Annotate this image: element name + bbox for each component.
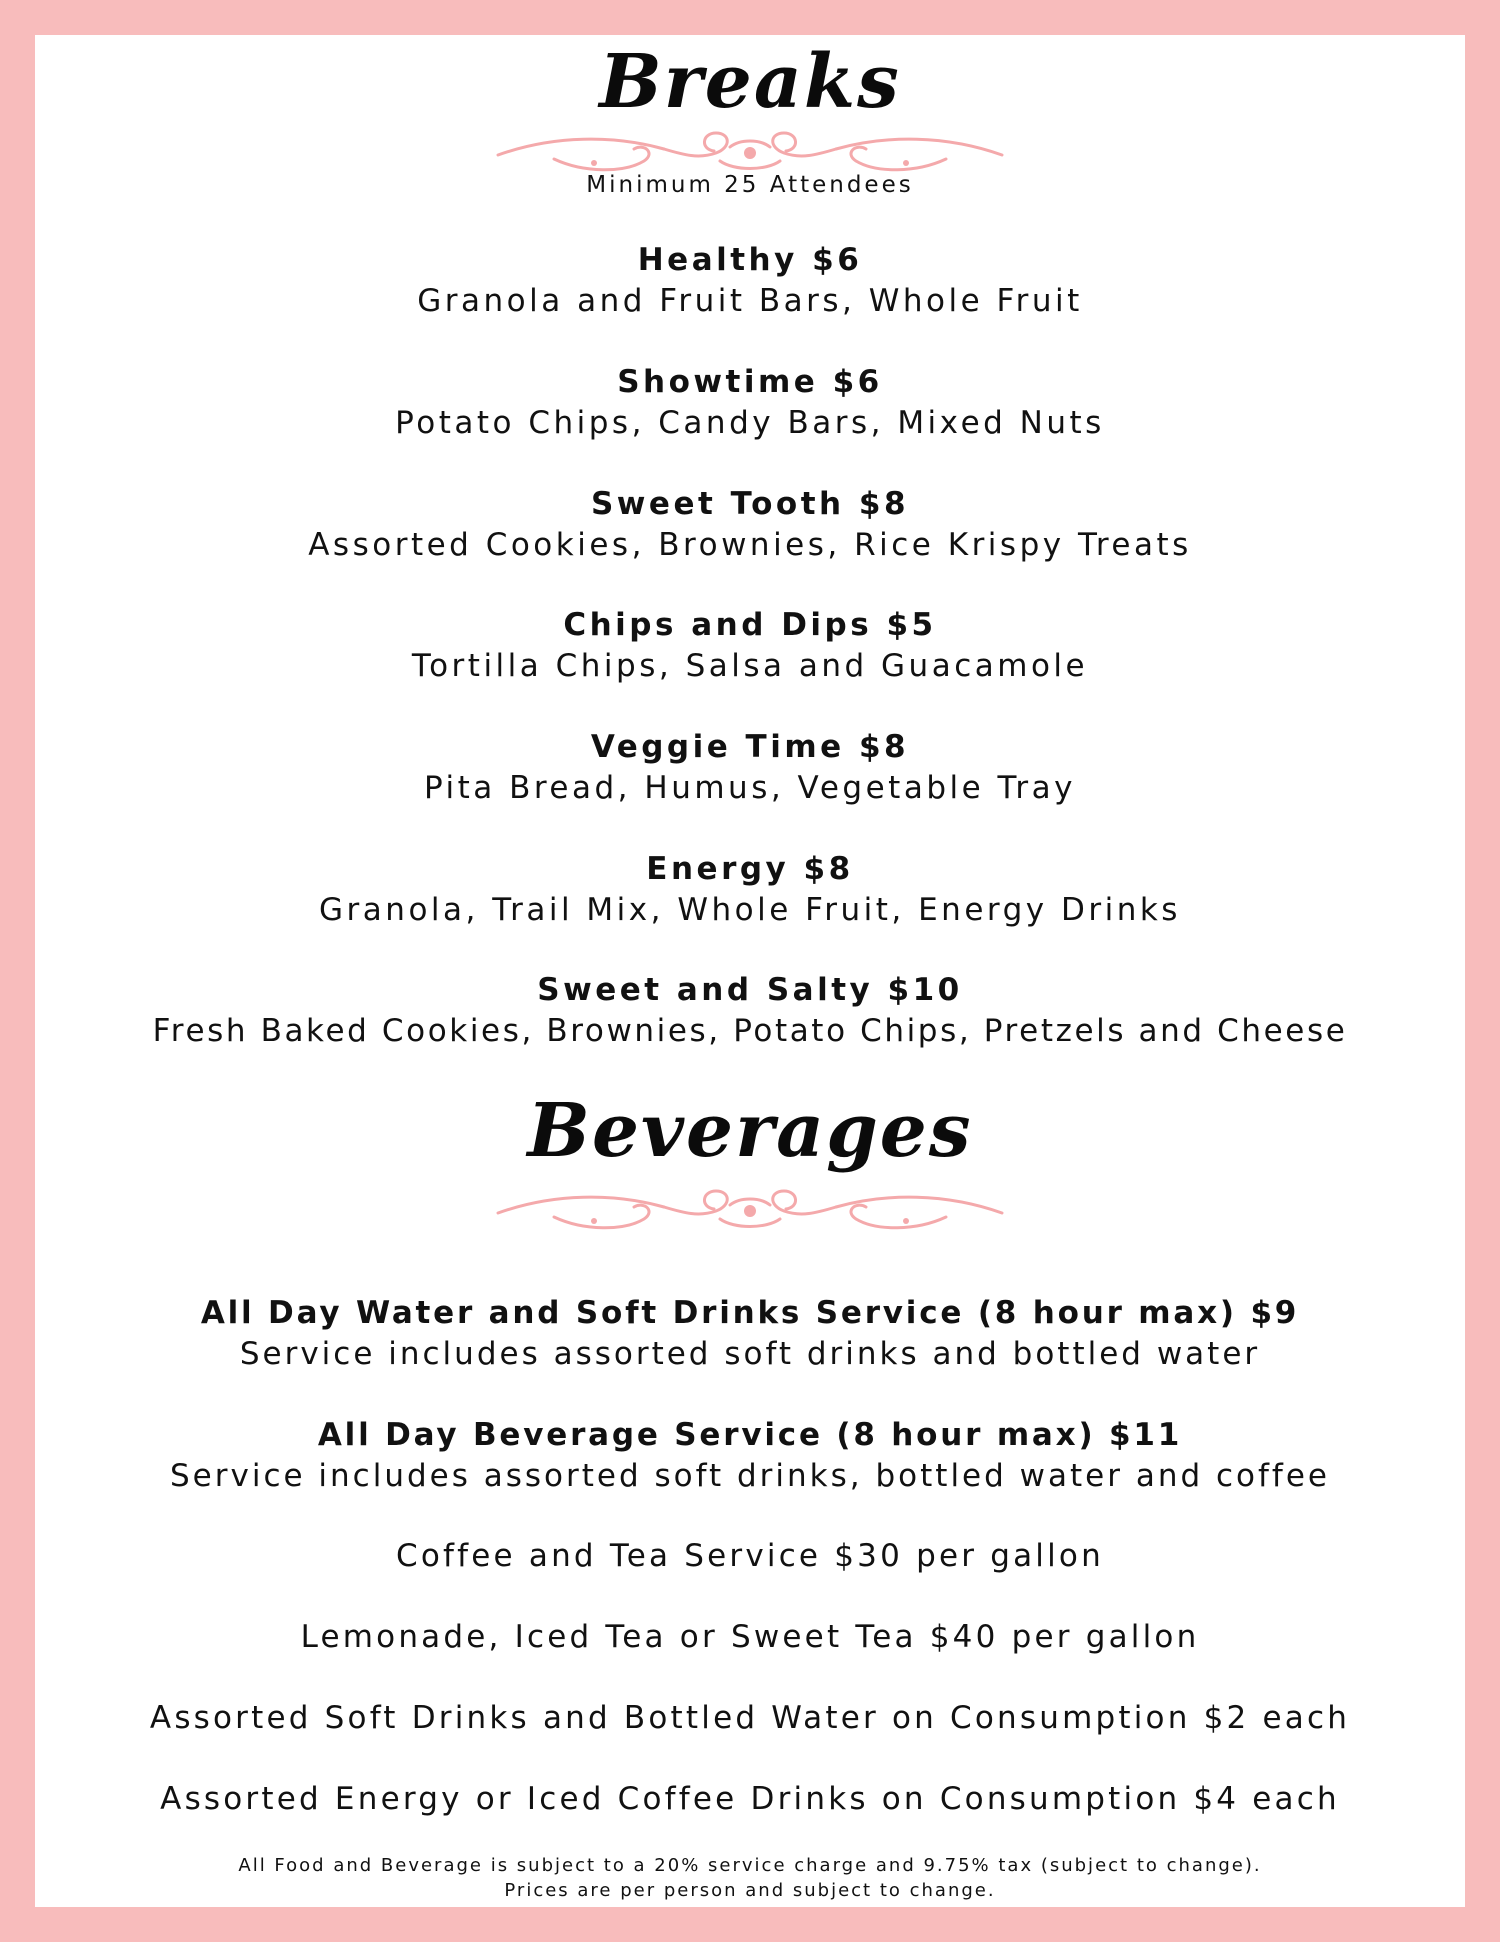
break-item-name: Sweet and Salty $10 bbox=[537, 972, 963, 1008]
beverage-line: Assorted Soft Drinks and Bottled Water on Consumption $2 each bbox=[149, 1700, 1351, 1736]
break-item-name: Sweet Tooth $8 bbox=[590, 486, 910, 522]
footer-service-charge: All Food and Beverage is subject to a 20% service charge and 9.75% tax (subject to change). bbox=[238, 1855, 1262, 1876]
break-item-name: Veggie Time $8 bbox=[590, 729, 910, 765]
break-item-description: Assorted Cookies, Brownies, Rice Krispy Treats bbox=[308, 527, 1192, 563]
beverages-flourish-icon bbox=[494, 1183, 1006, 1239]
beverage-service-description: Service includes assorted soft drinks and bottled water bbox=[239, 1336, 1261, 1372]
break-item-description: Fresh Baked Cookies, Brownies, Potato Chips, Pretzels and Cheese bbox=[152, 1013, 1348, 1049]
footer-prices-note: Prices are per person and subject to change. bbox=[504, 1880, 996, 1902]
breaks-title: Breaks bbox=[599, 39, 901, 125]
footer-note bbox=[35, 1853, 1465, 1903]
break-item-name: Chips and Dips $5 bbox=[563, 607, 937, 643]
beverage-line: Coffee and Tea Service $30 per gallon bbox=[396, 1538, 1104, 1574]
menu-page bbox=[35, 35, 1465, 1907]
beverage-service-description: Service includes assorted soft drinks, bottled water and coffee bbox=[169, 1458, 1330, 1494]
break-item-name: Healthy $6 bbox=[637, 242, 863, 278]
break-item-description: Granola and Fruit Bars, Whole Fruit bbox=[417, 283, 1083, 319]
beverage-service-name: All Day Water and Soft Drinks Service (8 hour max) $9 bbox=[200, 1295, 1300, 1331]
minimum-attendees-note: Minimum 25 Attendees bbox=[586, 172, 914, 198]
break-item-description: Tortilla Chips, Salsa and Guacamole bbox=[411, 648, 1089, 684]
beverage-service-name: All Day Beverage Service (8 hour max) $11 bbox=[317, 1417, 1183, 1453]
break-item-description: Potato Chips, Candy Bars, Mixed Nuts bbox=[395, 405, 1105, 441]
beverage-line: Lemonade, Iced Tea or Sweet Tea $40 per gallon bbox=[300, 1619, 1200, 1655]
beverages-title: Beverages bbox=[527, 1088, 973, 1174]
break-item-name: Showtime $6 bbox=[617, 364, 883, 400]
break-item-description: Granola, Trail Mix, Whole Fruit, Energy Drinks bbox=[319, 892, 1181, 928]
beverage-line: Assorted Energy or Iced Coffee Drinks on Consumption $4 each bbox=[160, 1781, 1340, 1817]
break-item-name: Energy $8 bbox=[646, 851, 854, 887]
break-item-description: Pita Bread, Humus, Vegetable Tray bbox=[423, 770, 1077, 806]
